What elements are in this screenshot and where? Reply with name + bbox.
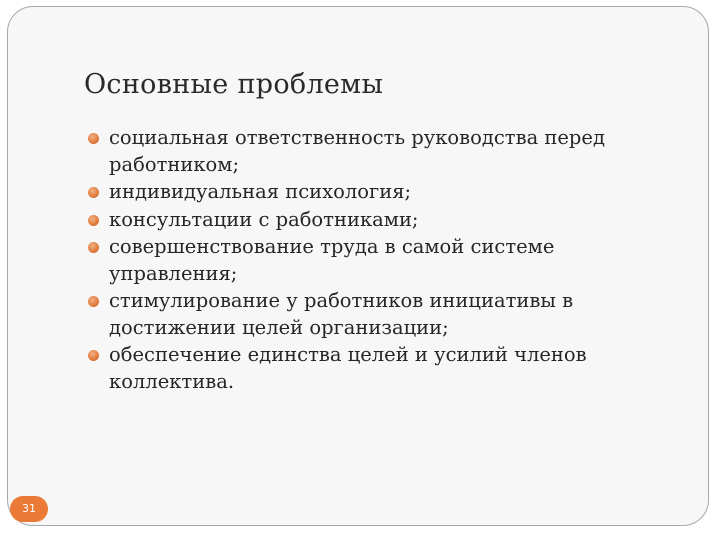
bullet-text: социальная ответственность руководства перед работником; [109, 126, 605, 176]
bullet-text: индивидуальная психология; [109, 180, 412, 203]
bullet-text: стимулирование у работников инициативы в достижении целей организации; [109, 289, 574, 339]
bullet-dot-icon [88, 187, 99, 198]
bullet-text: обеспечение единства целей и усилий членов коллектива. [109, 343, 587, 393]
bullet-dot-icon [88, 133, 99, 144]
bullet-dot-icon [88, 242, 99, 253]
bullet-dot-icon [88, 350, 99, 361]
slide [7, 6, 709, 526]
bullet-item [85, 125, 685, 178]
bullet-list [85, 125, 685, 396]
bullet-text: совершенствование труда в самой системе управления; [109, 235, 555, 285]
bullet-item [85, 207, 685, 234]
bullet-item [85, 288, 685, 341]
bullet-item [85, 234, 685, 287]
bullet-item [85, 342, 685, 395]
bullet-dot-icon [88, 215, 99, 226]
bullet-item [85, 179, 685, 206]
bullet-dot-icon [88, 296, 99, 307]
slide-number-badge: 31 [10, 496, 48, 522]
bullet-text: консультации с работниками; [109, 207, 419, 231]
slide-title: Основные проблемы [84, 69, 384, 100]
